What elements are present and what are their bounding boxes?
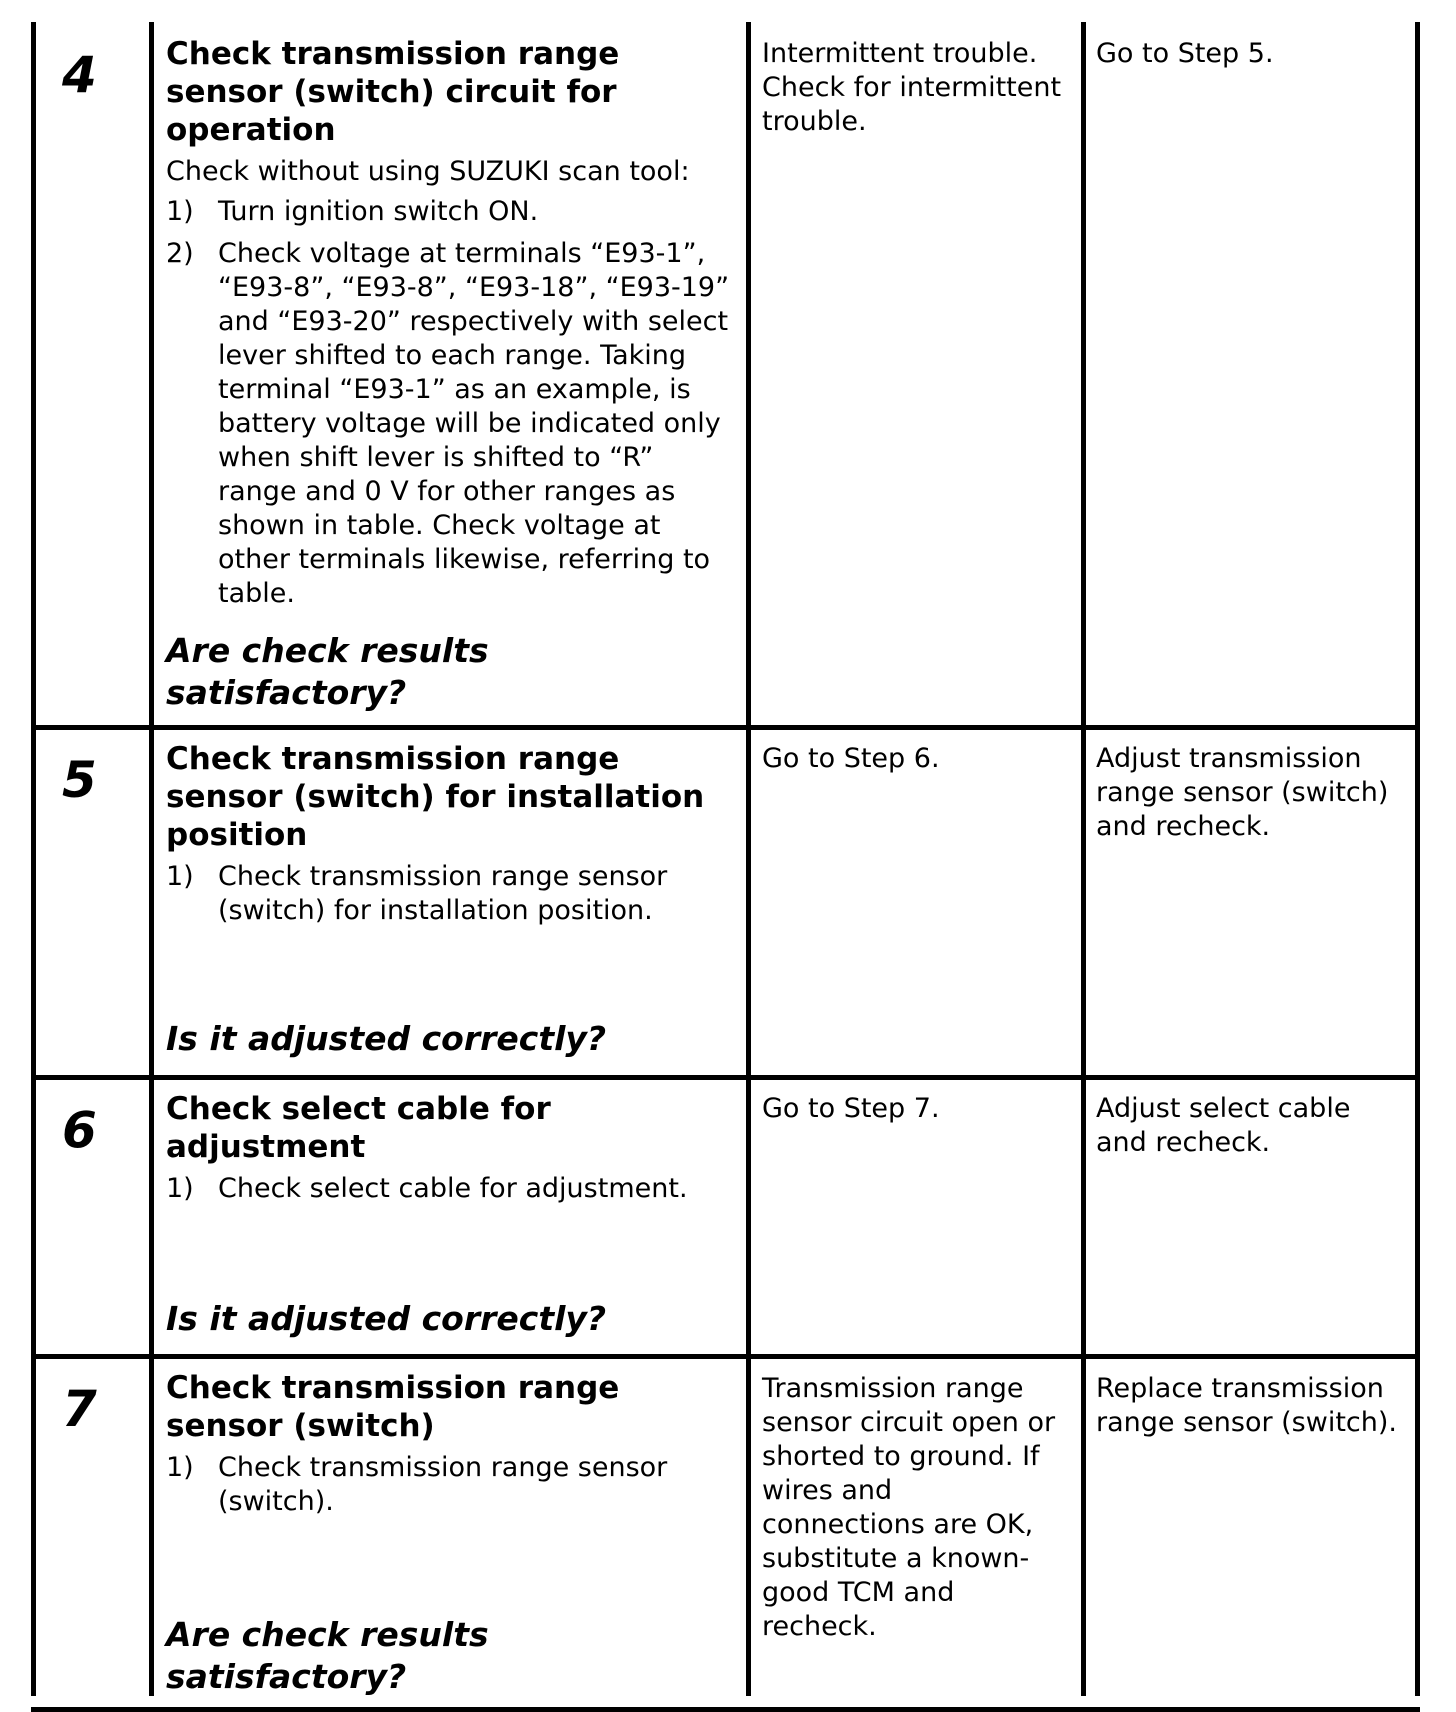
action-step: 1) Turn ignition switch ON. xyxy=(166,196,539,227)
step-number: 5 xyxy=(62,751,97,809)
yes-cell xyxy=(762,1092,1072,1126)
action-step: 2) Check voltage at terminals “E93-1”, “E93-8”, “E93-8”, “E93-18”, “E93-19” and “E93-20” respectively with select lever shifted to each range. Taking terminal “E93-1” as an example, is battery voltage will be indicated only when shift lever is shifted to “R” range and 0 V for other ranges as shown in table. Check voltage at other terminals likewise, referring to table. xyxy=(166,238,730,609)
yes-result: Go to Step 6. xyxy=(762,743,940,774)
step-number: 6 xyxy=(62,1101,97,1159)
action-title: Check transmission range sensor (switch) for installation position xyxy=(166,741,705,853)
yes-cell xyxy=(762,742,1072,776)
row-divider-6-7 xyxy=(31,1354,1420,1359)
action-title: Check transmission range sensor (switch) xyxy=(166,1370,620,1444)
action-lead: Check without using SUZUKI scan tool: xyxy=(166,156,690,187)
action-question: Are check results satisfactory? xyxy=(166,631,489,712)
action-step: 1) Check transmission range sensor (switch). xyxy=(166,1452,668,1517)
table-divider-yes xyxy=(1081,22,1086,1696)
action-question: Is it adjusted correctly? xyxy=(166,1019,607,1058)
yes-result: Transmission range sensor circuit open or shorted to ground. If wires and connections are OK, substitute a known-good TCM and recheck. xyxy=(762,1373,1056,1642)
step-number: 7 xyxy=(62,1380,97,1438)
no-result: Go to Step 5. xyxy=(1096,38,1274,69)
no-cell xyxy=(1096,1372,1406,1440)
action-cell xyxy=(166,1090,736,1214)
yes-cell xyxy=(762,1372,1062,1644)
action-steps xyxy=(166,860,736,928)
no-result: Adjust transmission range sensor (switch) and recheck. xyxy=(1096,743,1389,842)
yes-result: Go to Step 7. xyxy=(762,1093,940,1124)
row-divider-5-6 xyxy=(31,1075,1420,1080)
table-border-left xyxy=(31,22,36,1696)
action-cell xyxy=(166,740,736,936)
action-steps xyxy=(166,195,736,611)
table-border-right xyxy=(1415,22,1420,1696)
no-cell xyxy=(1096,37,1406,71)
action-cell xyxy=(166,35,736,619)
action-cell xyxy=(166,1369,736,1527)
action-step: 1) Check select cable for adjustment. xyxy=(166,1173,688,1204)
action-question: Is it adjusted correctly? xyxy=(166,1299,607,1338)
table-divider-action xyxy=(746,22,751,1696)
step-number: 4 xyxy=(62,46,97,104)
action-title: Check select cable for adjustment xyxy=(166,1091,551,1165)
table-border-bottom xyxy=(31,1707,1420,1712)
action-steps xyxy=(166,1451,736,1519)
no-cell xyxy=(1096,742,1396,844)
action-title: Check transmission range sensor (switch) circuit for operation xyxy=(166,36,620,148)
table-divider-step xyxy=(149,22,154,1696)
no-result: Replace transmission range sensor (switch). xyxy=(1096,1373,1397,1438)
yes-cell xyxy=(762,37,1072,139)
no-cell xyxy=(1096,1092,1396,1160)
action-steps xyxy=(166,1172,736,1206)
action-step: 1) Check transmission range sensor (switch) for installation position. xyxy=(166,861,668,926)
no-result: Adjust select cable and recheck. xyxy=(1096,1093,1351,1158)
yes-result: Intermittent trouble. Check for intermittent trouble. xyxy=(762,38,1062,137)
row-divider-4-5 xyxy=(31,725,1420,730)
action-question: Are check results satisfactory? xyxy=(166,1615,489,1696)
